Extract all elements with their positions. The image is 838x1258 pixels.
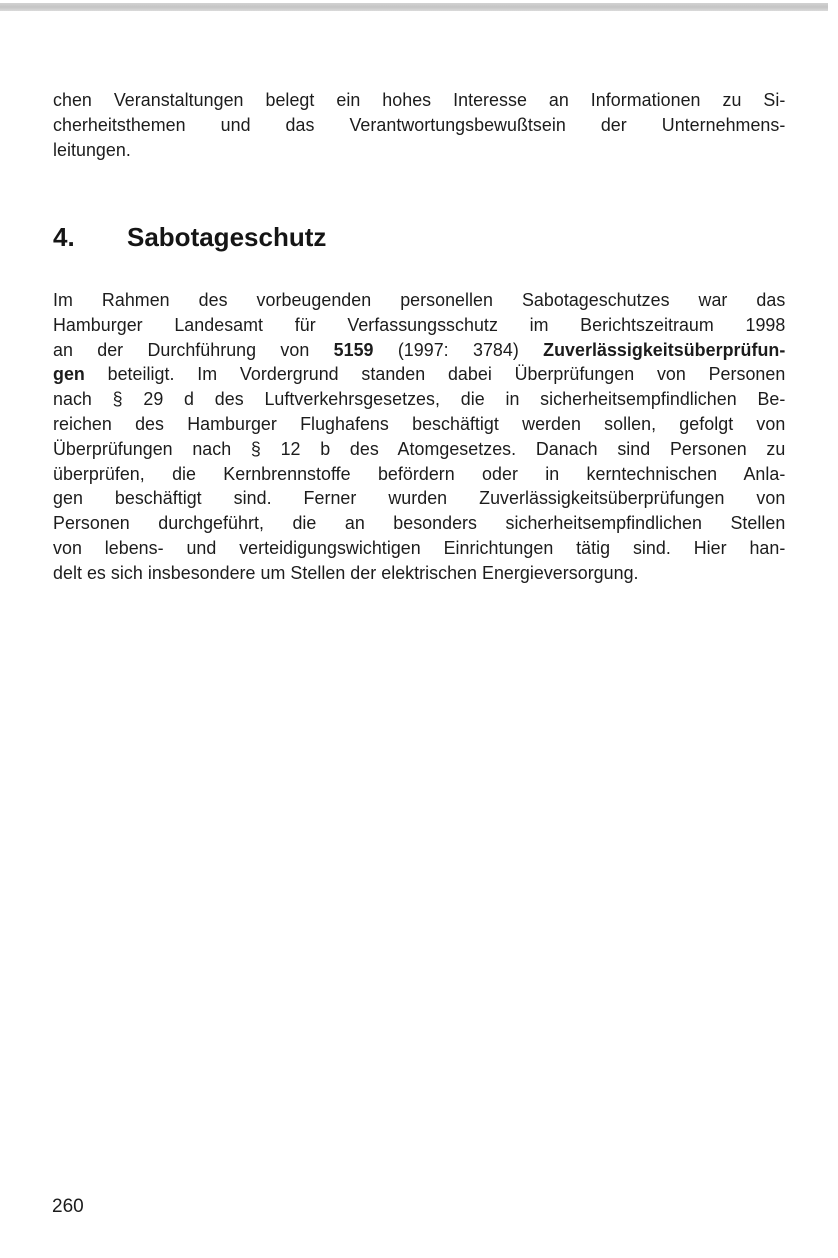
text-line <box>53 338 785 363</box>
intro-paragraph <box>53 88 785 162</box>
text-line: chen Veranstaltungen belegt ein hohes Interesse an Informationen zu Si- <box>53 89 786 110</box>
text-span: an der Durchführung von <box>53 338 334 360</box>
text-line <box>53 362 785 387</box>
text-line: von lebens- und verteidigungswichtigen Einrichtungen tätig sind. Hier han- <box>53 536 786 558</box>
text-line: Überprüfungen nach § 12 b des Atomgesetzes. Danach sind Personen zu <box>53 437 786 459</box>
text-line: überprüfen, die Kernbrennstoffe befördern oder in kerntechnischen Anla- <box>53 462 786 484</box>
term-bold: Zuverlässigkeitsüberprüfun- <box>543 338 786 360</box>
text-line: Im Rahmen des vorbeugenden personellen Sabotageschutzes war das <box>53 289 786 310</box>
text-span: beteiligt. Im Vordergrund standen dabei Überprüfungen von Personen <box>84 363 786 385</box>
text-line: Personen durchgeführt, die an besonders sicherheitsempfindlichen Stellen <box>53 512 786 534</box>
text-line: Hamburger Landesamt für Verfassungsschutz im Berichtszeitraum 1998 <box>53 313 786 335</box>
section-number: 4. <box>53 222 75 252</box>
intro-paragraph-block <box>53 88 785 162</box>
text-line: delt es sich insbesondere um Stellen der elektrischen Energieversorgung. <box>53 561 639 583</box>
text-line: nach § 29 d des Luftverkehrsgesetzes, die in sicherheitsempfindlichen Be- <box>53 388 786 410</box>
text-line: gen beschäftigt sind. Ferner wurden Zuverlässigkeitsüberprüfungen von <box>53 487 786 509</box>
check-count-bold: 5159 <box>333 338 374 360</box>
section-heading <box>53 222 326 253</box>
term-bold-continued: gen <box>53 363 85 385</box>
text-line: reichen des Hamburger Flughafens beschäftigt werden sollen, gefolgt von <box>53 412 786 434</box>
text-line: cherheitsthemen und das Verantwortungsbewußtsein der Unternehmens- <box>53 113 786 135</box>
body-paragraph <box>53 288 785 586</box>
scan-top-edge-rule <box>0 3 828 11</box>
page-number: 260 <box>52 1196 84 1217</box>
section-title: Sabotageschutz <box>127 222 327 252</box>
text-line: leitungen. <box>53 138 131 160</box>
text-span: (1997: 3784) <box>373 338 544 360</box>
body-paragraph-block <box>53 288 785 586</box>
